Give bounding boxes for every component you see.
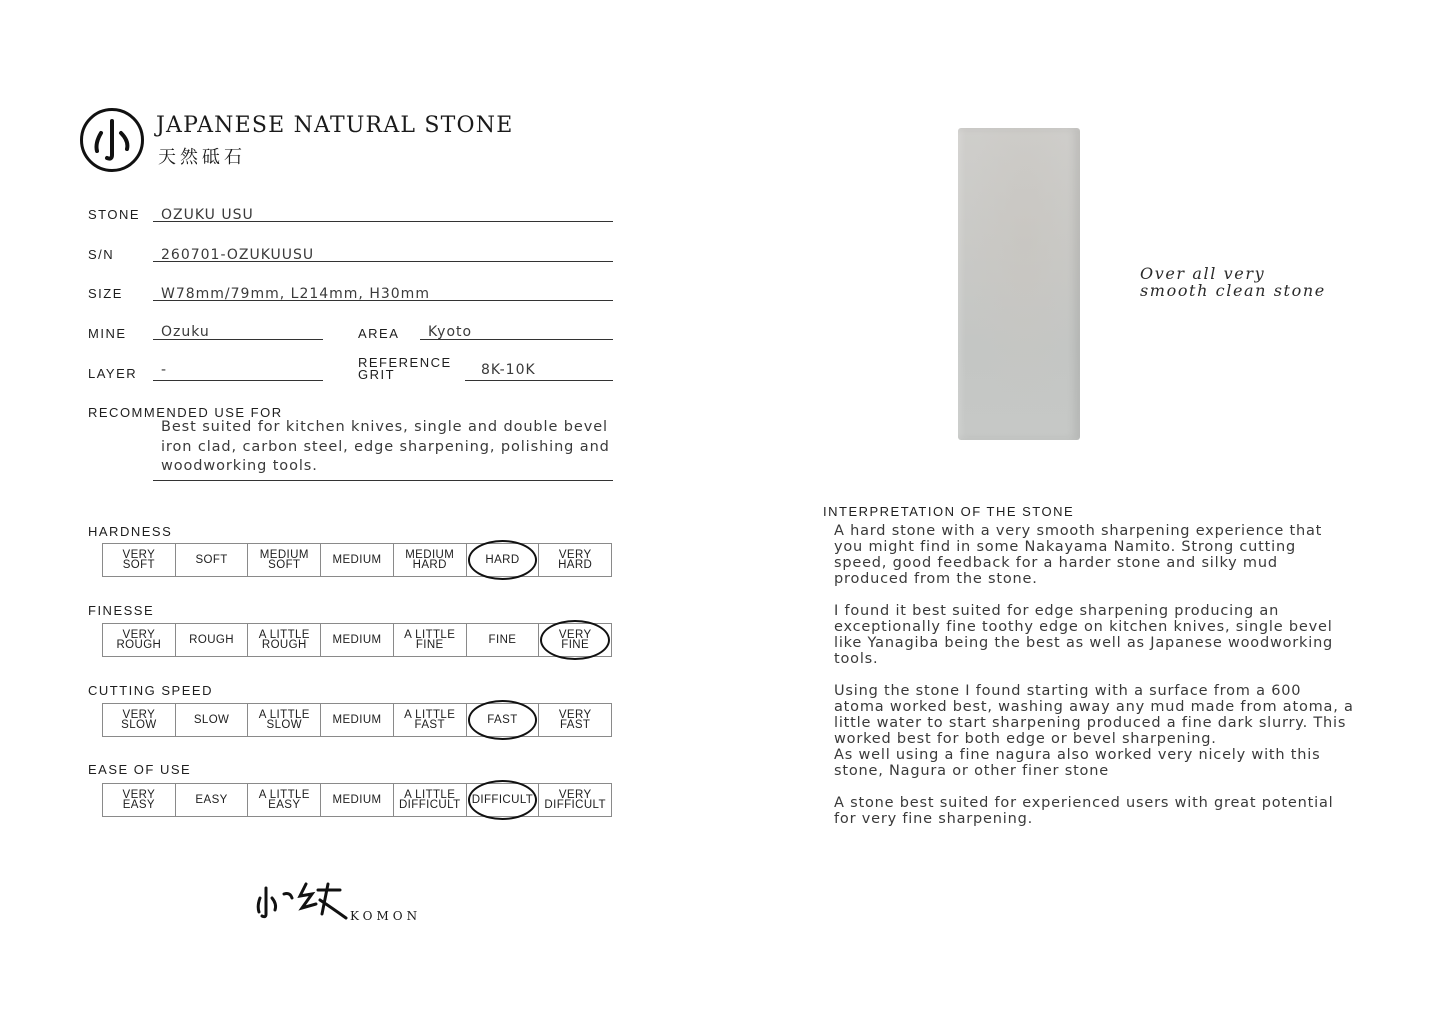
stone-label: STONE: [88, 207, 141, 222]
size-label: SIZE: [88, 286, 123, 301]
rating-option: MEDIUM: [321, 704, 394, 736]
serial-underline: [153, 261, 613, 262]
komon-kanji-mark: [256, 880, 348, 922]
reference-grit-value: 8K-10K: [481, 362, 536, 378]
stone-note-line1: Over all very: [1140, 264, 1266, 283]
mine-underline: [153, 339, 323, 340]
serial-value: 260701-OZUKUUSU: [161, 247, 315, 263]
interpretation-paragraph: Using the stone I found starting with a surface from a 600 atoma worked best, washing away any mud made from atoma, a little water to start sharpening produced a fine dark slurry. This worked best for both edge or bevel sharpening. As well using a fine nagura also worked very nicely with this stone, Nagura or other finer stone: [834, 683, 1354, 779]
rating-option: MEDIUM: [321, 784, 394, 816]
recommended-value: Best suited for kitchen knives, single and double bevel iron clad, carbon steel, edge sharpening, polishing and woodworking tools.: [161, 419, 610, 474]
brand-subtitle: 天然砥石: [158, 147, 246, 168]
rating-option: VERY FINE: [539, 624, 611, 656]
area-label: AREA: [358, 326, 400, 341]
ease-of-use-scale: [102, 783, 612, 817]
recommended-underline: [153, 480, 613, 481]
rating-option: A LITTLE FINE: [394, 624, 467, 656]
rating-option: VERY EASY: [103, 784, 176, 816]
rating-option: VERY DIFFICULT: [544, 789, 606, 811]
rating-option: MEDIUM SOFT: [248, 544, 321, 576]
rating-option: VERY SOFT: [103, 544, 176, 576]
interpretation-paragraph: I found it best suited for edge sharpening producing an exceptionally fine toothy edge on kitchen knives, single bevel like Yanagiba being the best as well as Japanese woodworking tools.: [834, 603, 1334, 667]
rating-option: SOFT: [176, 544, 249, 576]
size-value: W78mm/79mm, L214mm, H30mm: [161, 286, 430, 302]
rating-option: FINE: [467, 624, 540, 656]
reference-grit-label: [358, 357, 452, 381]
rating-option: SLOW: [176, 704, 249, 736]
rating-option: A LITTLE DIFFICULT: [394, 784, 467, 816]
area-underline: [420, 339, 613, 340]
mine-label: MINE: [88, 326, 127, 341]
rating-option: A LITTLE EASY: [248, 784, 321, 816]
cutting-speed-title: CUTTING SPEED: [88, 683, 213, 698]
rating-option: A LITTLE FAST: [394, 704, 467, 736]
rating-option: HARD: [467, 544, 540, 576]
interpretation-paragraph: A hard stone with a very smooth sharpening experience that you might find in some Nakayama Namito. Strong cutting speed, good feedback for a harder stone and silky mud produced from the stone.: [834, 523, 1323, 587]
rating-option: DIFFICULT: [467, 784, 540, 816]
reference-grit-label-line1: REFERENCE: [358, 355, 452, 370]
brand-title: JAPANESE NATURAL STONE: [156, 113, 514, 138]
ease-of-use-title: EASE OF USE: [88, 762, 192, 777]
hardness-title: HARDNESS: [88, 524, 173, 539]
size-underline: [153, 300, 613, 301]
recommended-label: RECOMMENDED USE FOR: [88, 405, 283, 420]
reference-grit-underline: [465, 380, 613, 381]
area-value: Kyoto: [428, 324, 473, 340]
layer-label: LAYER: [88, 366, 138, 381]
interpretation-body: [834, 523, 1354, 843]
hardness-scale: [102, 543, 612, 577]
rating-option: ROUGH: [176, 624, 249, 656]
komon-wordmark: KOMON: [350, 909, 422, 923]
rating-option: VERY FAST: [558, 709, 592, 731]
rating-option: MEDIUM: [321, 544, 394, 576]
cutting-speed-scale: [102, 703, 612, 737]
mine-value: Ozuku: [161, 324, 210, 340]
interpretation-title: INTERPRETATION OF THE STONE: [823, 504, 1075, 519]
rating-option: MEDIUM HARD: [394, 544, 467, 576]
stone-note: [1140, 265, 1326, 299]
finesse-scale: [102, 623, 612, 657]
stone-underline: [153, 221, 613, 222]
rating-option: FAST: [467, 704, 540, 736]
finesse-title: FINESSE: [88, 603, 155, 618]
rating-option: A LITTLE ROUGH: [248, 624, 321, 656]
rating-option: A LITTLE SLOW: [248, 704, 321, 736]
layer-value: -: [161, 362, 168, 378]
serial-label: S/N: [88, 247, 115, 262]
stone-value: OZUKU USU: [161, 207, 254, 223]
rating-option: EASY: [176, 784, 249, 816]
layer-underline: [153, 380, 323, 381]
rating-option: MEDIUM: [321, 624, 394, 656]
stone-photo: [958, 128, 1080, 440]
rating-option: VERY HARD: [558, 549, 593, 571]
rating-option: VERY ROUGH: [103, 624, 176, 656]
rating-option: VERY SLOW: [103, 704, 176, 736]
reference-grit-label-line2: GRIT: [358, 367, 396, 382]
interpretation-paragraph: A stone best suited for experienced users with great potential for very fine sharpening.: [834, 795, 1334, 827]
stone-note-line2: smooth clean stone: [1140, 281, 1326, 300]
brand-logo-icon: [80, 108, 144, 172]
